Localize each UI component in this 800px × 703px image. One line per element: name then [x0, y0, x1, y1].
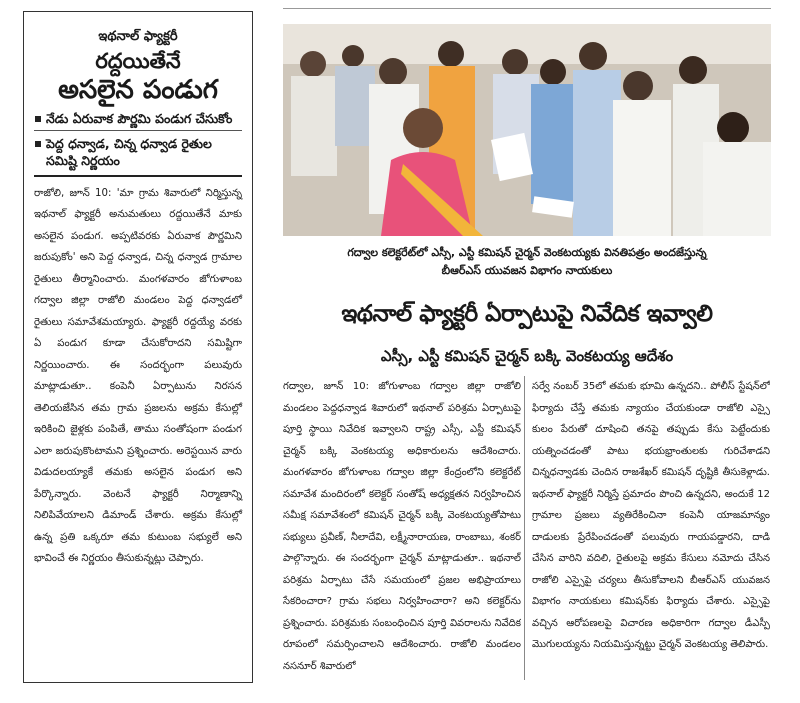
left-article-body: రాజోలి, జూన్ 10: 'మా గ్రామ శివారులో నిర్మిస్తున్న ఇథనాల్ ఫ్యాక్టరీ అనుమతులు రద్దయితేనే మాకు అసలైన పండుగ. అప్పటివరకు ఏరువాక పౌర్ణమిని జరుపుకోం' అని పెద్ద ధన్వాడ, చిన్న ధన్వాడ గ్రామాల రైతులు తీర్మానించారు. మంగళవారం జోగుళాంబ గద్వాల జిల్లా రాజోలి మండలం పెద్ద ధన్వాడలో రైతులు సమావేశమయ్యారు. ఫ్యాక్టరీ రద్దయ్యే వరకు ఏ పండుగ కూడా చేసుకోరాదని సమిష్టిగా నిర్ణయించారు. ఈ సందర్భంగా పలువురు మాట్లాడుతూ.. కంపెనీ ఏర్పాటును నిరసన తెలియజేసిన తమ గ్రామ ప్రజలను అక్రమ కేసుల్లో ఇరికించి జైళ్లకు పంపితే, తాము సంతోషంగా పండుగ ఎలా జరుపుకొంటామని ప్రశ్నించారు. అరెస్టయిన వారు విడుదలయ్యాకే తమకు అసలైన పండుగ అని పేర్కొన్నారు. వెంటనే ఫ్యాక్టరీ నిర్మాణాన్ని నిలిపివేయాలని డిమాండ్ చేశారు. అక్రమ కేసుల్లో ఉన్న ప్రతి ఒక్కరూ తమ కుటుంబ సభ్యులే అని భావించే ఈ నిర్ణయం తీసుకున్నట్లు చెప్పారు. — [34, 187, 242, 564]
photo-caption — [283, 244, 771, 280]
left-bullet-1: నేడు ఏరువాక పౌర్ణమి పండుగ చేసుకోం — [34, 110, 242, 127]
caption-line-2: బీఆర్ఎస్ యువజన విభాగం నాయకులు — [441, 264, 613, 277]
main-subheadline: ఎస్సీ, ఎస్టీ కమిషన్ చైర్మన్ బక్కి వెంకటయ్య ఆదేశం — [380, 347, 674, 365]
news-photo — [283, 24, 771, 236]
news-photo-illustration — [283, 24, 771, 236]
left-headline-line3: అసలైన పండుగ — [58, 75, 218, 105]
article-column-2: సర్వే నంబర్ 35లో తమకు భూమి ఉన్నదని.. పోలీస్ స్టేషన్‌లో ఫిర్యాదు చేస్తే తమకు న్యాయం చేయకుండా రాజోలి ఎస్సై కులం పేరుతో దూషించి తనపై తప్పుడు కేసు పెట్టేందుకు యత్నించడంతో పాటు భయభ్రాంతులకు గురిచేశాడని చిన్నధన్వాడకు చెందిన రాజశేఖర్ కమిషన్ దృష్టికి తీసుకెళ్లాడు. ఇథనాల్ ఫ్యాక్టరీ నిర్మిస్తే ప్రమాదం పొంచి ఉన్నదని, అందుకే 12 గ్రామాల ప్రజలు వ్యతిరేకించినా కంపెనీ యాజమాన్యం దాడులకు ప్రేరేపించడంతో పలువురు గాయపడ్డారని, దాడి చేసిన వారిని వదిలి, రైతులపై అక్రమ కేసులు నమోదు చేసిన రాజోలి ఎస్సైపై చర్యలు తీసుకోవాలని బీఆర్ఎస్ యువజన విభాగం నాయకులు కమిషన్‌కు ఫిర్యాదు చేశారు. ఎస్సైపై వచ్చిన ఆరోపణలపై విచారణ అధికారిగా గద్వాల డీఎస్పీ మొగులయ్యను నియమిస్తున్నట్టు చైర్మన్ వెంకటయ్య తెలిపారు. — [532, 381, 770, 650]
top-rule — [283, 8, 771, 9]
bullet-divider — [34, 130, 242, 131]
column-divider — [524, 376, 525, 680]
main-headline: ఇథనాల్ ఫ్యాక్టరీ ఏర్పాటుపై నివేదిక ఇవ్వాలి — [341, 301, 713, 327]
left-headline-line2: రద్దయితేనే — [95, 49, 181, 73]
caption-line-1: గద్వాల కలెక్టరేట్‌లో ఎస్సీ, ఎస్టీ కమిషన్ చైర్మన్ వెంకటయ్యకు వినతిపత్రం అందజేస్తున్న — [347, 246, 707, 259]
article-column-1: గద్వాల, జూన్ 10: జోగుళాంబ గద్వాల జిల్లా రాజోలి మండలం పెద్దధన్వాడ శివారులో ఇథనాల్ పరిశ్రమ ఏర్పాటుపై పూర్తి స్థాయి నివేదిక ఇవ్వాలని రాష్ట్ర ఎస్సీ, ఎస్టీ కమిషన్ చైర్మన్ బక్కి వెంకటయ్య అధికారులను ఆదేశించారు. మంగళవారం జోగుళాంబ గద్వాల జిల్లా కేంద్రంలోని కలెక్టరేట్ సమావేశ మందిరంలో కలెక్టర్ సంతోష్ అధ్యక్షతన నిర్వహించిన సమీక్ష సమావేశంలో కమిషన్ చైర్మన్ బక్కి వెంకటయ్యతోపాటు సభ్యులు ప్రవీణ్, నీలాదేవి, లక్ష్మీనారాయణ, రాంబాబు, శంకర్ పాల్గొన్నారు. ఈ సందర్భంగా చైర్మన్ మాట్లాడుతూ.. ఇథనాల్ పరిశ్రమ ఏర్పాటు చేసే సమయంలో ప్రజల అభిప్రాయాలు సేకరించారా? గ్రామ సభలు నిర్వహించారా? అని కలెక్టర్‌ను ప్రశ్నించారు. పరిశ్రమకు సంబంధించిన పూర్తి వివరాలను నివేదిక రూపంలో సమర్పించాలని ఆదేశించారు. రాజోలి మండలం నసనూర్ శివారులో — [283, 381, 521, 672]
left-headline-line1: ఇథనాల్ ఫ్యాక్టరీ — [98, 29, 178, 44]
left-bullet-2: పెద్ద ధన్వాడ, చిన్న ధన్వాడ రైతుల సమిష్టి నిర్ణయం — [34, 135, 242, 169]
left-section-divider — [34, 175, 242, 177]
left-article-box — [23, 11, 253, 683]
